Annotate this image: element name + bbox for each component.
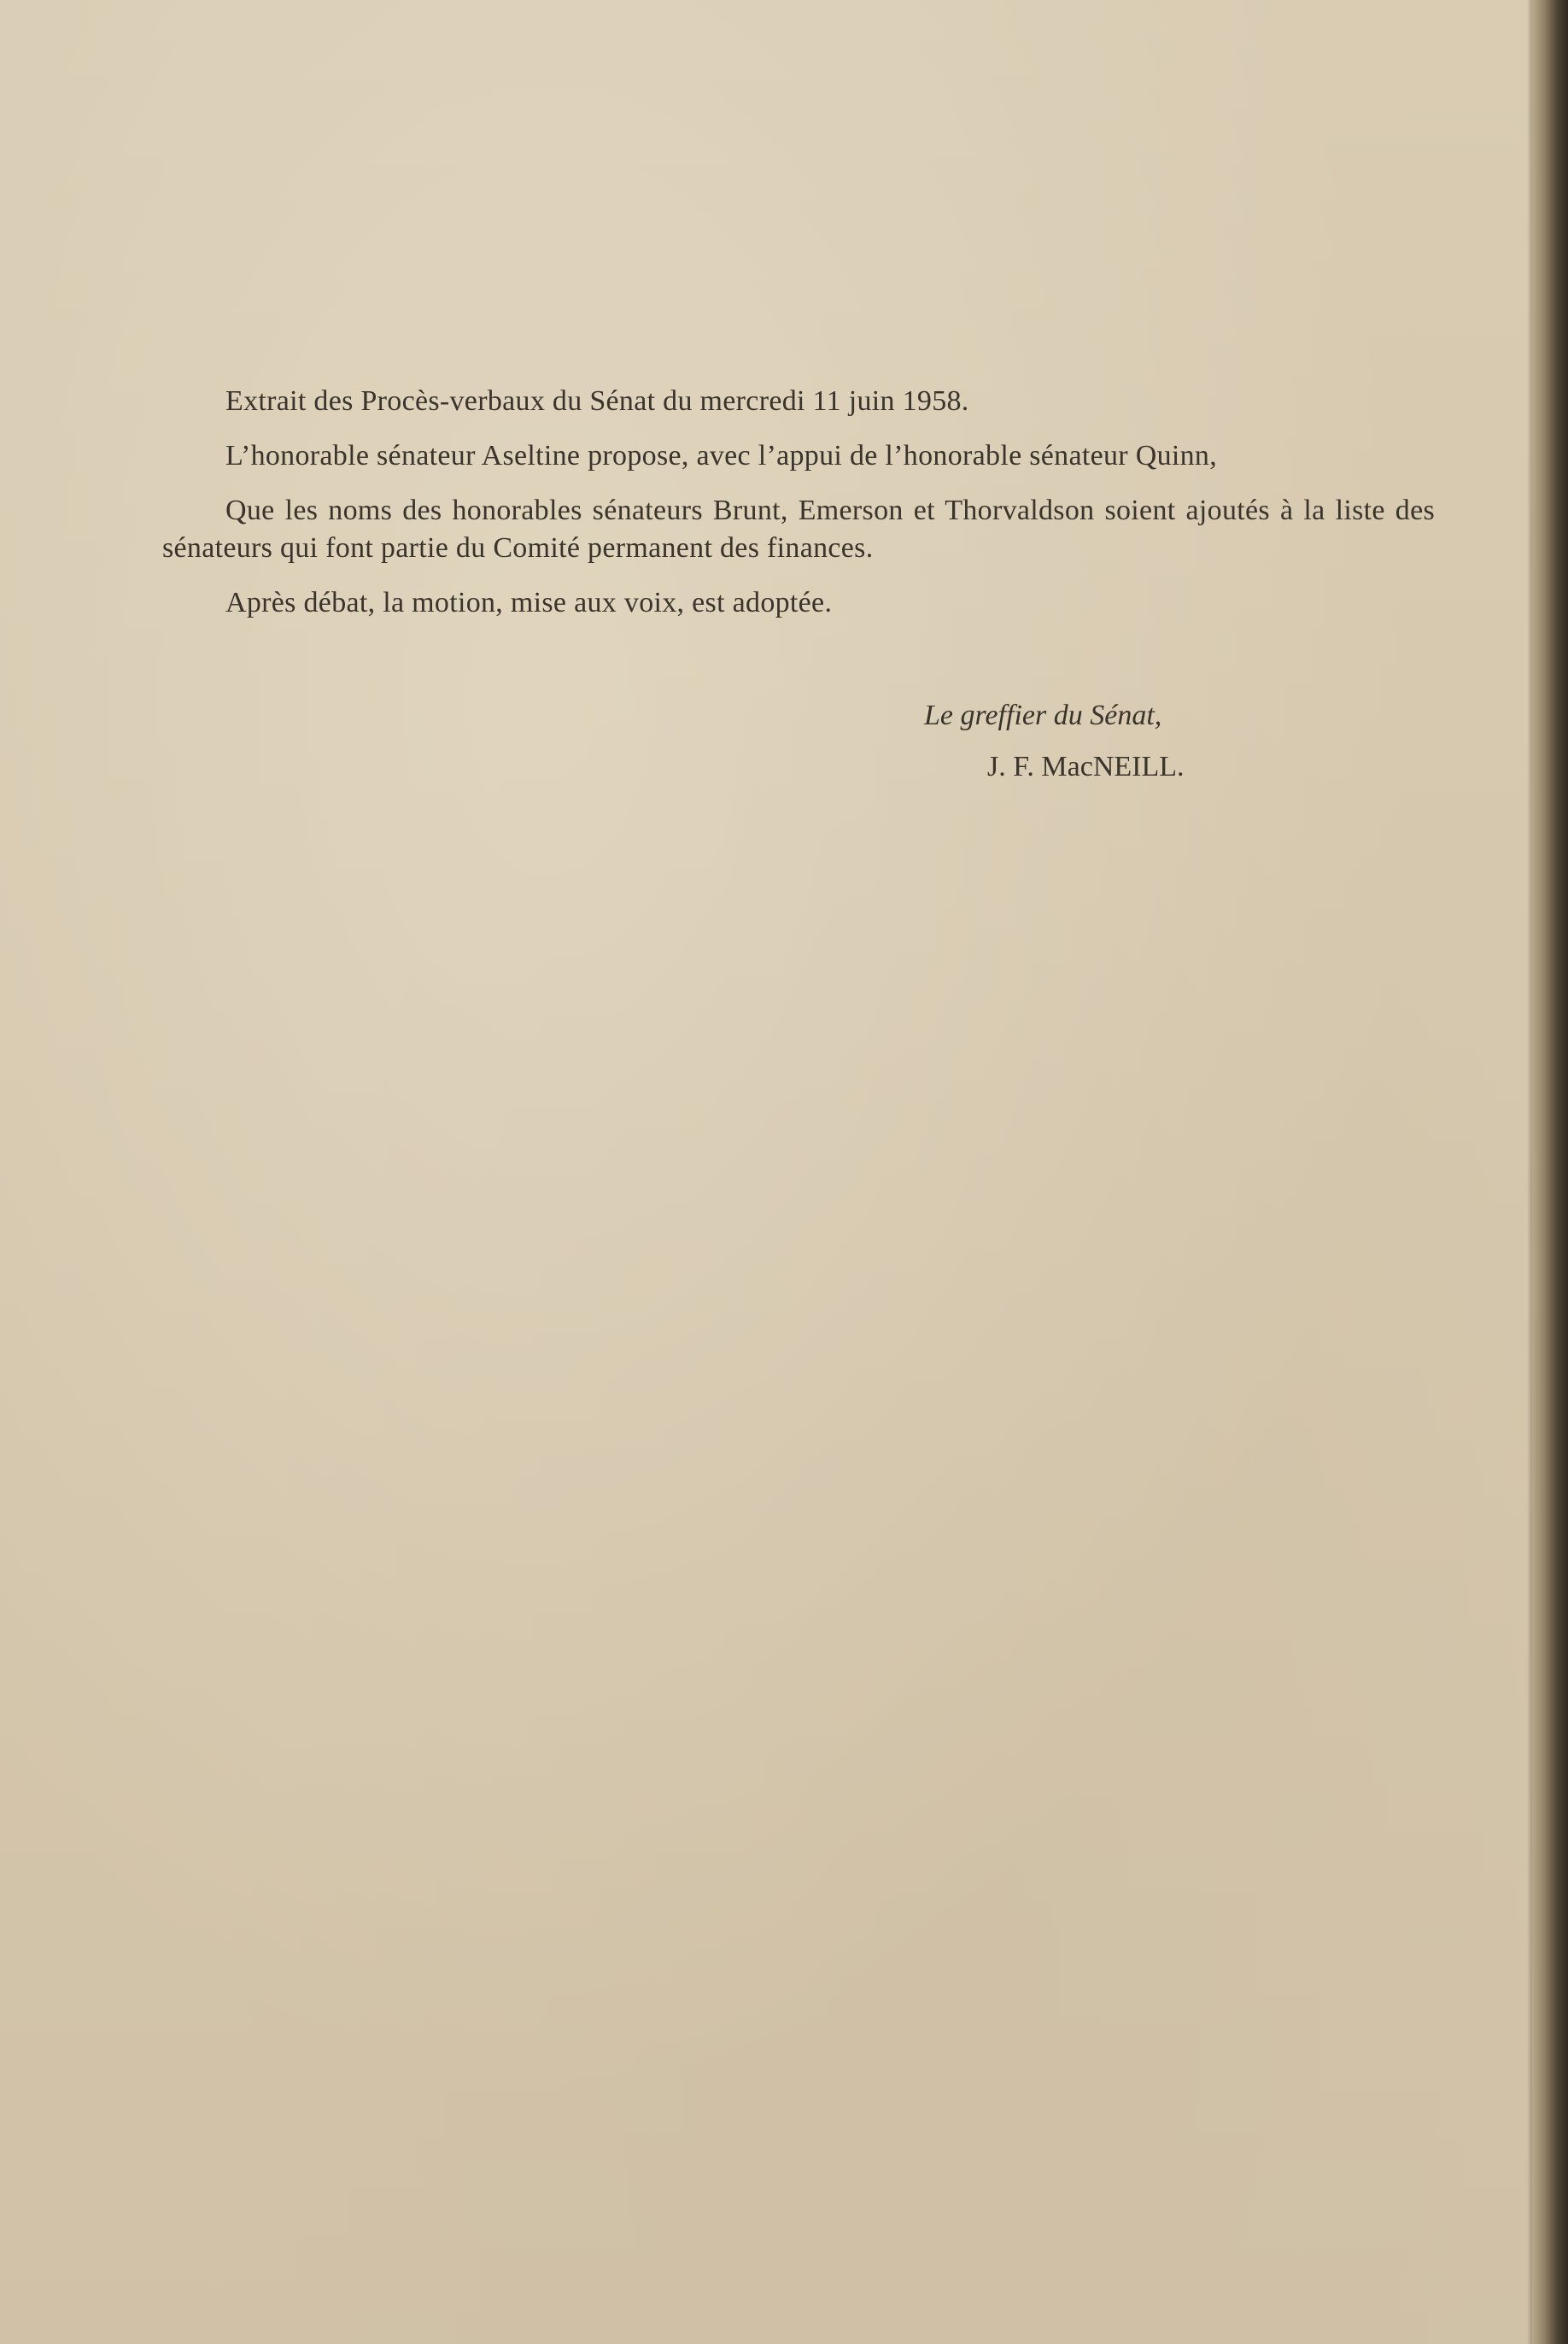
signature-title: Le greffier du Sénat, <box>924 700 1162 731</box>
document-body <box>162 383 1435 634</box>
book-binding <box>1532 0 1568 2344</box>
motion-paragraph: L’honorable sénateur Aseltine propose, avec l’appui de l’honorable sénateur Quinn, <box>225 440 1218 472</box>
signature-block <box>924 690 1283 793</box>
resolution-paragraph: Que les noms des honorables sénateurs Brunt, Emerson et Thorvaldson soient ajoutés à la liste des sénateurs qui font partie du Comité permanent des finances. <box>162 495 1435 564</box>
adoption-paragraph: Après débat, la motion, mise aux voix, est adoptée. <box>225 587 833 618</box>
signature-name: J. F. MacNEILL. <box>987 751 1185 782</box>
extract-line: Extrait des Procès-verbaux du Sénat du mercredi 11 juin 1958. <box>225 385 969 417</box>
